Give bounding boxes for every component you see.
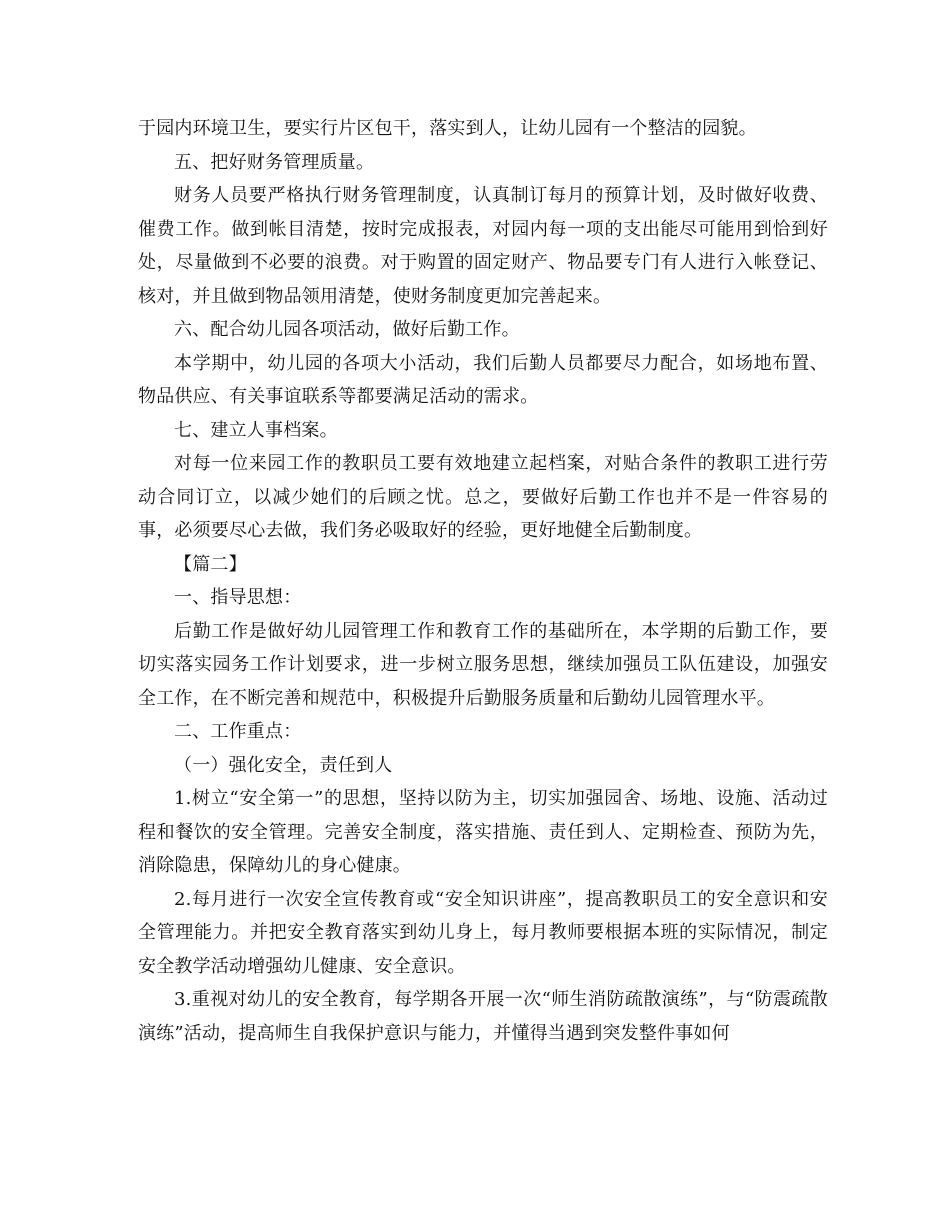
section-heading-work-focus: 二、工作重点：	[174, 721, 302, 742]
paragraph-guiding-thought: 后勤工作是做好幼儿园管理工作和教育工作的基础所在，本学期的后勤工作，要切实落实园务工作计划要求，进一步树立服务思想，继续加强员工队伍建设，加强安全工作，在不断完善和规范中，积极提升后勤服务质量和后勤幼儿园管理水平。	[138, 620, 828, 709]
document-body	[138, 112, 828, 1050]
section-heading-finance: 五、把好财务管理质量。	[174, 151, 375, 173]
paragraph-activities: 本学期中，幼儿园的各项大小活动，我们后勤人员都要尽力配合，如场地布置、物品供应、有关事谊联系等都要满足活动的需求。	[138, 352, 828, 407]
subsection-heading-safety: （一）强化安全，责任到人	[174, 754, 393, 776]
paragraph-personnel: 对每一位来园工作的教职员工要有效地建立起档案，对贴合条件的教职工进行劳动合同订立，以减少她们的后顾之忧。总之，要做好后勤工作也并不是一件容易的事，必须要尽心去做，我们务必吸取好的经验，更好地健全后勤制度。	[138, 453, 828, 541]
section-heading-guiding-thought: 一、指导思想：	[174, 587, 302, 608]
list-item-safety-1: 1.树立“安全第一”的思想，坚持以防为主，切实加强园舍、场地、设施、活动过程和餐饮的安全管理。完善安全制度，落实措施、责任到人、定期检查、预防为先，消除隐患，保障幼儿的身心健康。	[138, 788, 828, 876]
part-two-heading: 【篇二】	[174, 553, 247, 575]
list-item-safety-2: 2.每月进行一次安全宣传教育或“安全知识讲座”，提高教职员工的安全意识和安全管理能力。并把安全教育落实到幼儿身上，每月教师要根据本班的实际情况，制定安全教学活动增强幼儿健康、安全意识。	[138, 888, 828, 977]
section-heading-activities: 六、配合幼儿园各项活动，做好后勤工作。	[174, 319, 520, 340]
paragraph-continuation: 于园内环境卫生，要实行片区包干，落实到人，让幼儿园有一个整洁的园貌。	[138, 118, 757, 139]
section-heading-personnel: 七、建立人事档案。	[174, 419, 338, 441]
list-item-safety-3: 3.重视对幼儿的安全教育，每学期各开展一次“师生消防疏散演练”，与“防震疏散演练”活动，提高师生自我保护意识与能力，并懂得当遇到突发整件事如何	[138, 989, 828, 1044]
paragraph-finance: 财务人员要严格执行财务管理制度，认真制订每月的预算计划，及时做好收费、催费工作。做到帐目清楚，按时完成报表，对园内每一项的支出能尽可能用到恰到好处，尽量做到不必要的浪费。对于购置的固定财产、物品要专门有人进行入帐登记、核对，并且做到物品领用清楚，使财务制度更加完善起来。	[138, 185, 828, 307]
